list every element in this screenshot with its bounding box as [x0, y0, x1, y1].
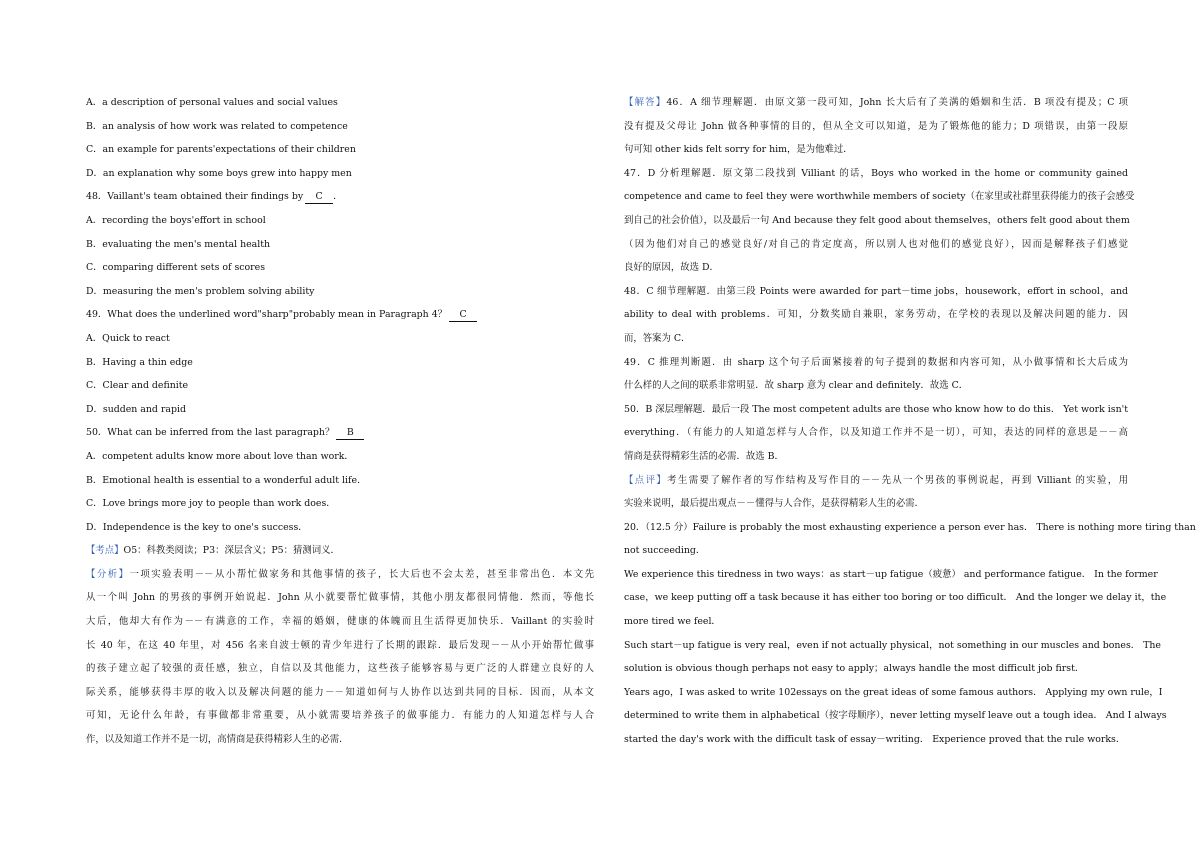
fenxi-line: 从一个叫 John 的男孩的事例开始说起．John 从小就要帮忙做事情，其他小朋友都很同情他．然而，等他长 — [86, 592, 594, 604]
q48-option-d: D．measuring the men's problem solving ability — [86, 285, 315, 297]
q49-option-b: B．Having a thin edge — [86, 356, 193, 368]
q48-stem-end: ． — [333, 191, 343, 203]
q50-option-a: A．competent adults know more about love than work． — [86, 450, 354, 462]
q47-option-b: B．an analysis of how work was related to competence — [86, 120, 348, 132]
q48-answer: C — [305, 191, 333, 204]
q49-stem — [86, 303, 594, 327]
fenxi-line: 大后，他却大有作为－－有满意的工作，幸福的婚姻，健康的体魄而且生活得更加快乐．Vaillant 的实验时 — [86, 616, 594, 628]
left-column — [86, 91, 594, 752]
q48-option-b: B．evaluating the men's mental health — [86, 238, 271, 250]
fenxi-tag: 【分析】 — [86, 568, 130, 580]
q20-line: started the day's work with the difficult task of essay－writing． Experience proved that the rule works． — [624, 734, 1126, 746]
kaodian-line — [86, 539, 594, 563]
fenxi-line: 作，以及知道工作并不是一切，高情商是获得精彩人生的必需． — [86, 734, 349, 746]
jieda-line: 什么样的人之间的联系非常明显．故 sharp 意为 clear and definitely．故选 C． — [624, 380, 969, 392]
q49-stem-text: 49．What does the underlined word"sharp"probably mean in Paragraph 4？ — [86, 309, 448, 321]
q50-option-c: C．Love brings more joy to people than work does． — [86, 498, 336, 510]
fenxi-line: 可知，无论什么年龄，有事做都非常重要，从小就需要培养孩子的做事能力．有能力的人知道怎样与人合 — [86, 710, 594, 722]
jieda-tag: 【解答】 — [624, 97, 667, 108]
q49-answer: C — [449, 309, 477, 322]
jieda-line — [624, 91, 1128, 115]
jieda-line: 良好的原因，故选 D． — [624, 262, 719, 274]
fenxi-line — [86, 563, 594, 587]
jieda-line: 50．B 深层理解题．最后一段 The most competent adults are those who know how to do this． Yet work isn't — [624, 403, 1128, 415]
jieda-line: 句可知 other kids felt sorry for him，是为他难过． — [624, 144, 853, 156]
jieda-line: 47．D 分析理解题．原文第二段找到 Villiant 的话，Boys who worked in the home or community gained — [624, 167, 1128, 179]
fenxi-text: 一项实验表明－－从小帮忙做家务和其他事情的孩子，长大后也不会太差，甚至非常出色．本文先 — [129, 568, 594, 580]
dianping-line: 实验来说明，最后提出观点－－懂得与人合作，是获得精彩人生的必需． — [624, 498, 925, 510]
right-column — [624, 91, 1196, 752]
q20-line: not succeeding． — [624, 545, 706, 557]
dianping-tag: 【点评】 — [624, 474, 668, 486]
jieda-line: 到自己的社会价值），以及最后一句 And because they felt good about themselves，others felt good about them — [624, 214, 1130, 226]
q49-option-c: C．Clear and definite — [86, 380, 189, 392]
q47-option-c: C．an example for parents'expectations of their children — [86, 144, 356, 156]
dianping-text: 考生需要了解作者的写作结构及写作目的－－先从一个男孩的事例说起，再到 Villiant 的实验，用 — [667, 474, 1128, 486]
jieda-line: （因为他们对自己的感觉良好/对自己的肯定度高，所以别人也对他们的感觉良好），因而是解释孩子们感觉 — [624, 238, 1128, 250]
jieda-line: 情商是获得精彩生活的必需．故选 B． — [624, 450, 784, 462]
q49-option-a: A．Quick to react — [86, 332, 170, 344]
jieda-line: 49．C 推理判断题．由 sharp 这个句子后面紧接着的句子提到的数据和内容可知，从小做事情和长大后成为 — [624, 356, 1128, 368]
q49-option-d: D．sudden and rapid — [86, 403, 186, 415]
fenxi-line: 际关系，能够获得丰厚的收入以及解决问题的能力－－知道如何与人协作以达到共同的目标．因而，从本文 — [86, 686, 594, 698]
q50-answer: B — [336, 427, 364, 440]
jieda-line: everything．（有能力的人知道怎样与人合作，以及知道工作并不是一切），可知，表达的同样的意思是－－高 — [624, 427, 1128, 439]
q48-option-a: A．recording the boys'effort in school — [86, 214, 266, 226]
dianping-line — [624, 469, 1128, 493]
q20-line: more tired we feel． — [624, 616, 721, 628]
q20-line: case，we keep putting off a task because it has either too boring or too difficult． And the longer we delay it，the — [624, 592, 1167, 604]
jieda-line: 而，答案为 C． — [624, 332, 691, 344]
jieda-line: ability to deal with problems．可知，分数奖励自兼职，家务劳动，在学校的表现以及解决问题的能力．因 — [624, 309, 1128, 321]
q50-option-b: B．Emotional health is essential to a wonderful adult life． — [86, 474, 367, 486]
q20-line: solution is obvious though perhaps not easy to apply；always handle the most difficult job first． — [624, 663, 1085, 675]
q47-option-a: A．a description of personal values and social values — [86, 97, 338, 108]
q20-line: Years ago，I was asked to write 102essays on the great ideas of some famous authors． Applying my own rule，I — [624, 686, 1163, 698]
q48-stem — [86, 185, 594, 209]
jieda-line: competence and came to feel they were worthwhile members of society（在家里或社群里获得能力的孩子会感受 — [624, 191, 1135, 203]
q50-option-d: D．Independence is the key to one's success． — [86, 521, 308, 533]
fenxi-line: 的孩子建立起了较强的责任感，独立，自信以及其他能力，这些孩子能够容易与更广泛的人群建立良好的人 — [86, 663, 594, 675]
jieda-line: 没有提及父母让 John 做各种事情的目的，但从全文可以知道，是为了锻炼他的能力；D 项错误，由第一段原 — [624, 120, 1128, 132]
q48-stem-text: 48．Vaillant's team obtained their findings by — [86, 191, 304, 203]
fenxi-line: 长 40 年，在这 40 年里，对 456 名来自波士顿的青少年进行了长期的跟踪．最后发现－－从小开始帮忙做事 — [86, 639, 594, 651]
q48-option-c: C．comparing different sets of scores — [86, 262, 266, 274]
q50-stem-text: 50．What can be inferred from the last paragraph？ — [86, 427, 335, 439]
kaodian-tag: 【考点】 — [86, 545, 124, 557]
q20-line: determined to write them in alphabetical（按字母顺序），never letting myself leave out a tough idea． And I always — [624, 710, 1167, 722]
q47-option-d: D．an explanation why some boys grew into happy men — [86, 167, 352, 179]
q20-line: Such start－up fatigue is very real，even if not actually physical，not something in our muscles and bones． The — [624, 639, 1161, 651]
kaodian-text: O5：科教类阅读；P3：深层含义；P5：猜测词义． — [123, 545, 340, 557]
jieda-line: 48．C 细节理解题．由第三段 Points were awarded for part－time jobs，housework，effort in school，and — [624, 285, 1128, 297]
q20-line: We experience this tiredness in two ways：as start－up fatigue（疲惫） and performance fatigue． In the former — [624, 568, 1158, 580]
jieda-text: 46．A 细节理解题．由原文第一段可知，John 长大后有了美满的婚姻和生活．B 项没有提及；C 项 — [666, 97, 1128, 108]
q50-stem — [86, 421, 594, 445]
q20-line: 20．（12.5 分）Failure is probably the most exhausting experience a person ever has． There is nothing more tiring than — [624, 521, 1196, 533]
